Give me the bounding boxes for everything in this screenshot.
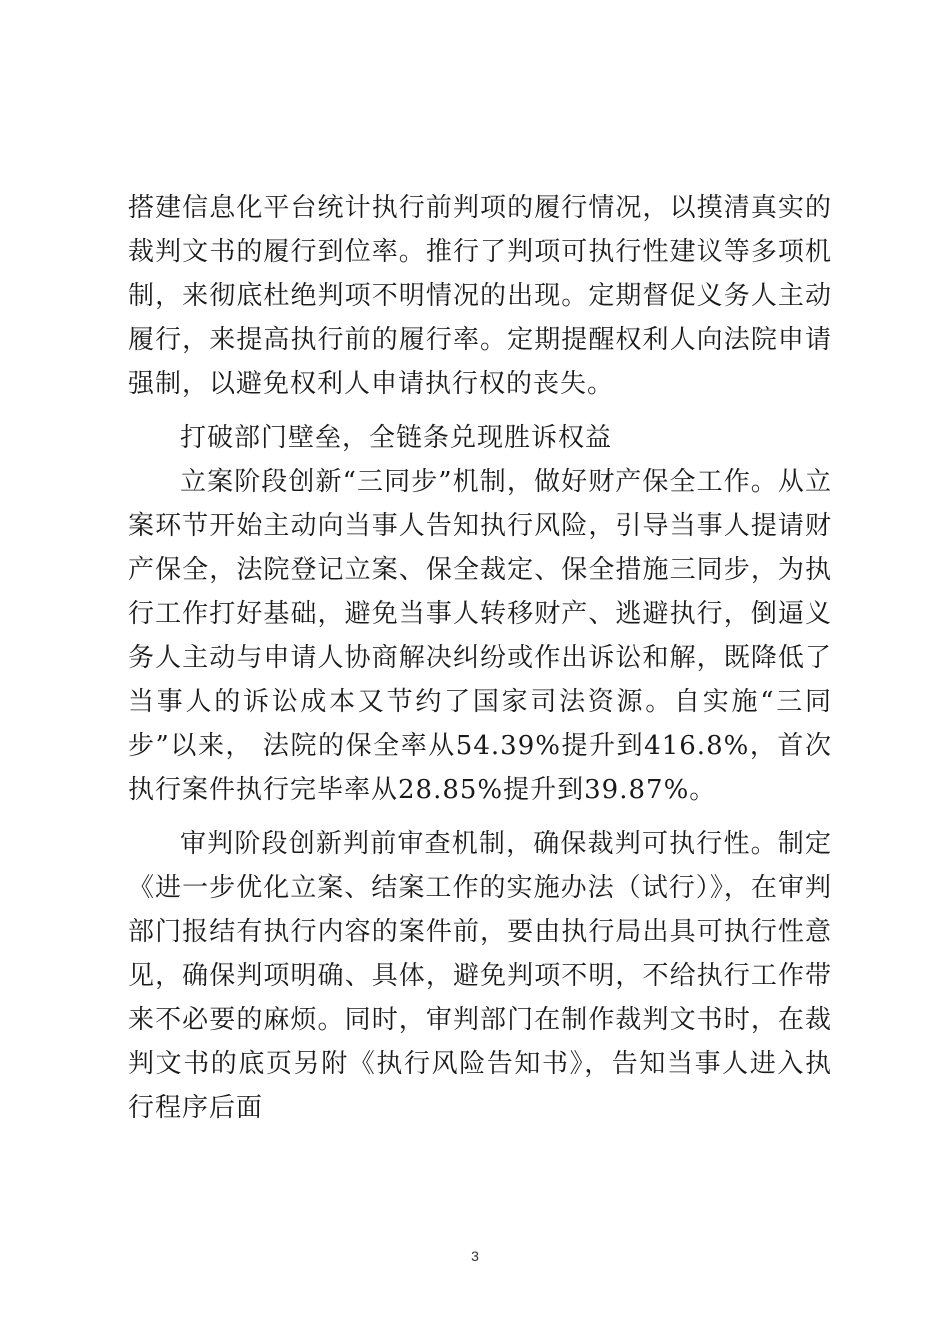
page-number: 3 — [471, 1248, 479, 1264]
paragraph-filing-stage: 立案阶段创新“三同步”机制，做好财产保全工作。从立案环节开始主动向当事人告知执行风险，引导当事人提请财产保全，法院登记立案、保全裁定、保全措施三同步，为执行工作打好基础，避免当事人转移财产、逃避执行，倒逼义务人主动与申请人协商解决纠纷或作出诉讼和解，既降低了当事人的诉讼成本又节约了国家司法资源。自实施“三同步”以来， 法院的保全率从54.39%提升到416.8%，首次执行案件执行完毕率从28.85%提升到39.87%。 — [128, 467, 832, 805]
section-heading: 打破部门壁垒，全链条兑现胜诉权益 — [180, 423, 613, 453]
paragraph-continuation: 搭建信息化平台统计执行前判项的履行情况，以摸清真实的裁判文书的履行到位率。推行了判项可执行性建议等多项机制，来彻底杜绝判项不明情况的出现。定期督促义务人主动履行，来提高执行前的履行率。定期提醒权利人向法院申请强制，以避免权利人申请执行权的丧失。 — [128, 193, 832, 399]
body-text — [128, 186, 832, 1130]
paragraph-trial-stage: 审判阶段创新判前审查机制，确保裁判可执行性。制定《进一步优化立案、结案工作的实施办法（试行）》，在审判部门报结有执行内容的案件前，要由执行局出具可执行性意见，确保判项明确、具体，避免判项不明，不给执行工作带来不必要的麻烦。同时，审判部门在制作裁判文书时，在裁判文书的底页另附《执行风险告知书》，告知当事人进入执行程序后面 — [128, 829, 832, 1123]
